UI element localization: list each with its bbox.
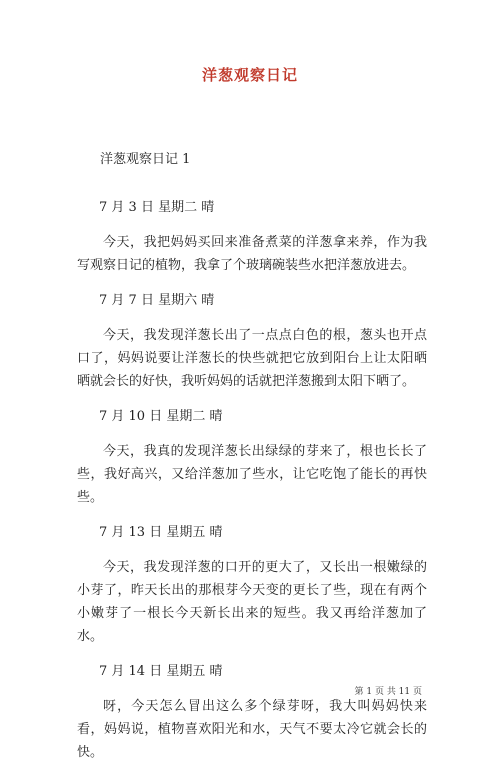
entry-text: 今天，我真的发现洋葱长出绿绿的芽来了，根也长长了些，我好高兴，又给洋葱加了些水，让它吃饱了能长的再快些。 <box>77 444 427 505</box>
entry-text: 今天，我把妈妈买回来准备煮菜的洋葱拿来养，作为我写观察日记的植物，我拿了个玻璃碗装些水把洋葱放进去。 <box>77 235 427 273</box>
entry-text: 今天，我发现洋葱长出了一点点白色的根，葱头也开点口了，妈妈说要让洋葱长的快些就把它放到阳台上让太阳晒晒就会长的好快，我听妈妈的话就把洋葱搬到太阳下晒了。 <box>77 328 427 389</box>
entry-date: 7 月 7 日 星期六 晴 <box>99 293 215 308</box>
entry-date: 7 月 10 日 星期二 晴 <box>99 409 223 424</box>
entry-date: 7 月 3 日 星期二 晴 <box>99 200 215 215</box>
entry-date: 7 月 14 日 星期五 晴 <box>99 664 223 679</box>
entry-text: 呀，今天怎么冒出这么多个绿芽呀，我大叫妈妈快来看，妈妈说，植物喜欢阳光和水，天气不要太冷它就会长的快。 <box>77 699 427 760</box>
entry-text: 今天，我发现洋葱的口开的更大了，又长出一根嫩绿的小芽了，昨天长出的那根芽今天变的更长了些，现在有两个小嫩芽了一根长今天新长出来的短些。我又再给洋葱加了水。 <box>77 560 427 644</box>
entry-date: 7 月 13 日 星期五 晴 <box>99 525 223 540</box>
document-title: 洋葱观察日记 <box>201 66 298 84</box>
page-footer: 第 1 页 共 11 页 <box>354 687 422 697</box>
document-subtitle: 洋葱观察日记 1 <box>100 152 191 167</box>
